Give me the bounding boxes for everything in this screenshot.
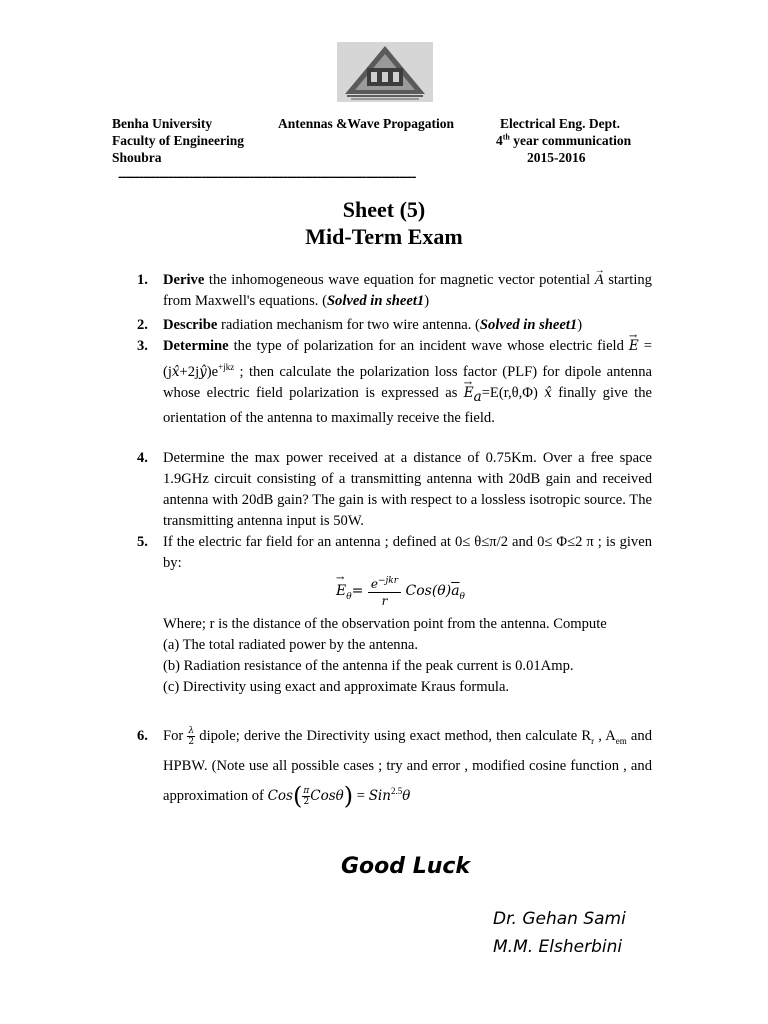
signature-line-2: M.M. Elsherbini <box>493 937 623 957</box>
question-number: 4. <box>137 450 148 466</box>
electric-field-formula: → $E_\theta=$ $\frac{e^{-jkr}}{r}$ $Cos(\theta)\overline{a}_\theta$ <box>336 573 465 613</box>
vector-a: → A <box>595 270 604 291</box>
exam-title: Mid-Term Exam <box>305 224 463 249</box>
vector-ea: → E <box>464 383 474 404</box>
university-logo <box>337 42 433 102</box>
department-name: Electrical Eng. Dept. <box>500 116 620 131</box>
vector-e: → E <box>629 336 639 357</box>
question-number: 6. <box>137 728 148 744</box>
question-number: 5. <box>137 534 148 550</box>
question-number: 2. <box>137 317 148 333</box>
location-name: Shoubra <box>112 150 162 165</box>
academic-year: 2015-2016 <box>527 150 586 165</box>
question-1: 1. Derive the inhomogeneous wave equation for magnetic vector potential → A starting from Maxwell's equations. (Solved in sheet1) <box>163 270 652 312</box>
question-number: 1. <box>137 272 148 288</box>
signature-line-1: Dr. Gehan Sami <box>493 909 626 929</box>
question-5: 5. If the electric far field for an antenna ; defined at 0≤ θ≤π/2 and 0≤ Φ≤2 π ; is given by: <box>137 534 652 571</box>
closing-message: Good Luck <box>341 854 471 879</box>
question-4: 4. Determine the max power received at a distance of 0.75Km. Over a free space 1.9GHz circuit consisting of a transmitting antenna with 20dB gain and received antenna with 20dB gain? The gain is with respect to a lossless isotropic source. The transmitting antenna input is 50W. <box>137 450 652 529</box>
question-5-body: Where; r is the distance of the observation point from the antenna. Compute (a) The total radiated power by the antenna. (b) Radiation resistance of the antenna if the peak current is 0.01Amp. (c) Directivity using exact and approximate Kraus formula. <box>163 614 652 698</box>
course-name: Antennas &Wave Propagation <box>278 116 455 131</box>
separator-line: ------------------------------------------------------------------------ <box>118 170 416 184</box>
question-5-part-c: (c) Directivity using exact and approximate Kraus formula. <box>163 679 510 695</box>
question-5-part-a: (a) The total radiated power by the antenna. <box>163 637 419 653</box>
sheet-title: Sheet (5) <box>342 197 426 222</box>
question-number: 3. <box>137 338 148 354</box>
question-5-part-b: (b) Radiation resistance of the antenna if the peak current is 0.01Amp. <box>163 658 574 674</box>
lambda-over-2: $\frac{\lambda}{2}$ <box>188 726 195 748</box>
year-level: 4th year communication <box>496 132 632 148</box>
question-2: 2. Describe radiation mechanism for two wire antenna. (Solved in sheet1) <box>163 315 652 336</box>
question-6: 6. For $\frac{\lambda}{2}$ dipole; derive the Directivity using exact method, then calculate $R_r$ , $A_{em}$ and HPBW. (Note use all possible cases ; try and error , modified cosine function , and approximation of Cos( $\frac{\pi}{2}$ Cosθ) = Sin$^{2.5}$θ <box>163 724 652 809</box>
faculty-name: Faculty of Engineering <box>112 133 244 148</box>
university-name: Benha University <box>112 116 213 131</box>
question-3: 3. Determine the type of polarization for an incident wave whose electric field → $E = (jx̂+2jŷ)e^{+jkz}$ ; then calculate the polarization loss factor (PLF) for dipole antenna whose electric field polarization is expressed as → $E_a=E(r,\theta,\Phi)$ x̂ finally give the orientation of the antenna to maximally receive the field. <box>163 336 652 429</box>
